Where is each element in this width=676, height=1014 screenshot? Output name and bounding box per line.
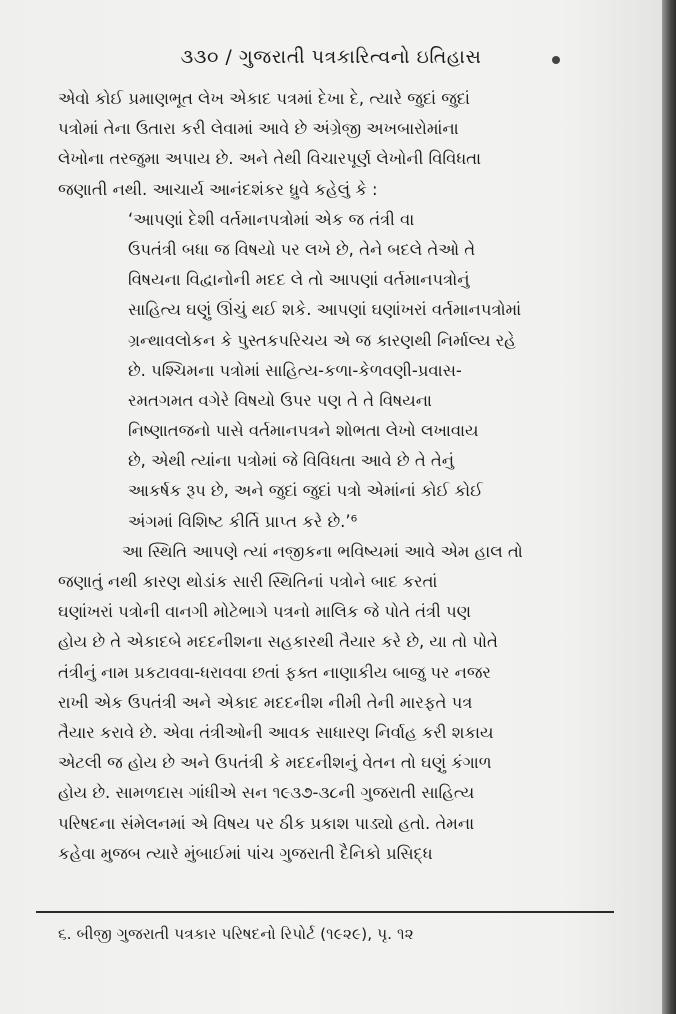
quote-line: ઉપતંત્રી બધા જ વિષયો પર લખે છે, તેને બદલે તેઓ તે	[128, 239, 476, 259]
text-line: જણાતી નથી. આચાર્ય આનંદશંકર ધ્રુવે કહેલું કે :	[58, 179, 378, 199]
book-spine-edge	[662, 0, 676, 1014]
running-header: ૩૩૦ / ગુજરાતી પત્રકારિત્વનો ઇતિહાસ	[180, 46, 482, 68]
text-line: પત્રોમાં તેના ઉતારા કરી લેવામાં આવે છે અંગ્રેજી અખબારોમાંના	[58, 119, 459, 139]
footnote: ૬. બીજી ગુજરાતી પત્રકાર પરિષદનો રિપોર્ટ (૧૯૨૯), પૃ. ૧૨	[58, 925, 414, 943]
paragraph-2	[58, 537, 628, 869]
text-line: એટલી જ હોય છે અને ઉપતંત્રી કે મદદનીશનું વેતન તો ઘણું કંગાળ	[58, 753, 492, 773]
paragraph-1	[58, 84, 628, 205]
quote-line: રમતગમત વગેરે વિષયો ઉપર પણ તે તે વિષયના	[128, 390, 432, 410]
quote-line: આકર્ષક રૂપ છે, અને જુદાં જુદાં પત્રો એમાંનાં કોઈ કોઈ	[128, 481, 483, 501]
text-line: જણાતું નથી કારણ થોડાંક સારી સ્થિતિનાં પત્રોને બાદ કરતાં	[58, 572, 438, 591]
text-line: કહેવા મુજબ ત્યારે મુંબાઈમાં પાંચ ગુજરાતી દૈનિકો પ્રસિદ્ધ	[58, 843, 433, 863]
text-line: એવો કોઈ પ્રમાણભૂત લેખ એકાદ પત્રમાં દેખા દે, ત્યારે જુદાં જુદાં	[58, 89, 470, 108]
text-line: પરિષદના સંમેલનમાં એ વિષય પર ઠીક પ્રકાશ પાડ્યો હતો. તેમના	[58, 813, 475, 833]
quote-line: વિષયના વિદ્વાનોની મદદ લે તો આપણાં વર્તમાનપત્રોનું	[128, 270, 470, 290]
text-line: ઘણાંખરાં પત્રોની વાનગી મોટેભાગે પત્રનો માલિક જે પોતે તંત્રી પણ	[58, 602, 471, 622]
quote-line: ગ્રન્થાવલોકન કે પુસ્તકપરિચય એ જ કારણથી નિર્માલ્ય રહે	[128, 330, 516, 350]
body-text	[58, 84, 628, 869]
text-line: તૈયાર કરાવે છે. એવા તંત્રીઓની આવક સાધારણ નિર્વાહ કરી શકાય	[58, 722, 494, 742]
footnote-divider	[36, 911, 614, 913]
block-quote	[58, 205, 628, 537]
text-line: હોય છે તે એકાદબે મદદનીશના સહકારથી તૈયાર કરે છે, યા તો પોતે	[58, 632, 498, 652]
text-line: હોય છે. સામળદાસ ગાંધીએ સન ૧૯૩૭-૩૮ની ગુજરાતી સાહિત્ય	[58, 783, 475, 803]
text-line: લેખોના તરજુમા અપાય છે. અને તેથી વિચારપૂર્ણ લેખોની વિવિધતા	[58, 149, 482, 169]
text-line: આ સ્થિતિ આપણે ત્યાં નજીકના ભવિષ્યમાં આવે એમ હાલ તો	[122, 541, 523, 561]
quote-line: સાહિત્ય ઘણું ઊંચું થઈ શકે. આપણાં ઘણાંખરાં વર્તમાનપત્રોમાં	[128, 300, 522, 320]
quote-line: છે, એથી ત્યાંના પત્રોમાં જે વિવિધતા આવે છે તે તેનું	[128, 451, 454, 471]
quote-line: છે. પશ્ચિમના પત્રોમાં સાહિત્ય-કળા-કેળવણી-પ્રવાસ-	[128, 360, 462, 380]
quote-line: નિષ્ણાતજનો પાસે વર્તમાનપત્રને શોભતા લેખો લખાવાય	[128, 421, 479, 441]
quote-line: ‘આપણાં દેશી વર્તમાનપત્રોમાં એક જ તંત્રી વા	[128, 209, 415, 229]
quote-line: અંગમાં વિશિષ્ટ કીર્તિ પ્રાપ્ત કરે છે.’⁶	[128, 511, 358, 531]
ink-dot	[552, 56, 560, 64]
text-line: તંત્રીનું નામ પ્રકટાવવા-ધરાવવા છતાં ફક્ત નાણાકીય બાજુ પર નજર	[58, 662, 491, 682]
text-line: રાખી એક ઉપતંત્રી અને એકાદ મદદનીશ નીમી તેની મારફતે પત્ર	[58, 692, 473, 712]
